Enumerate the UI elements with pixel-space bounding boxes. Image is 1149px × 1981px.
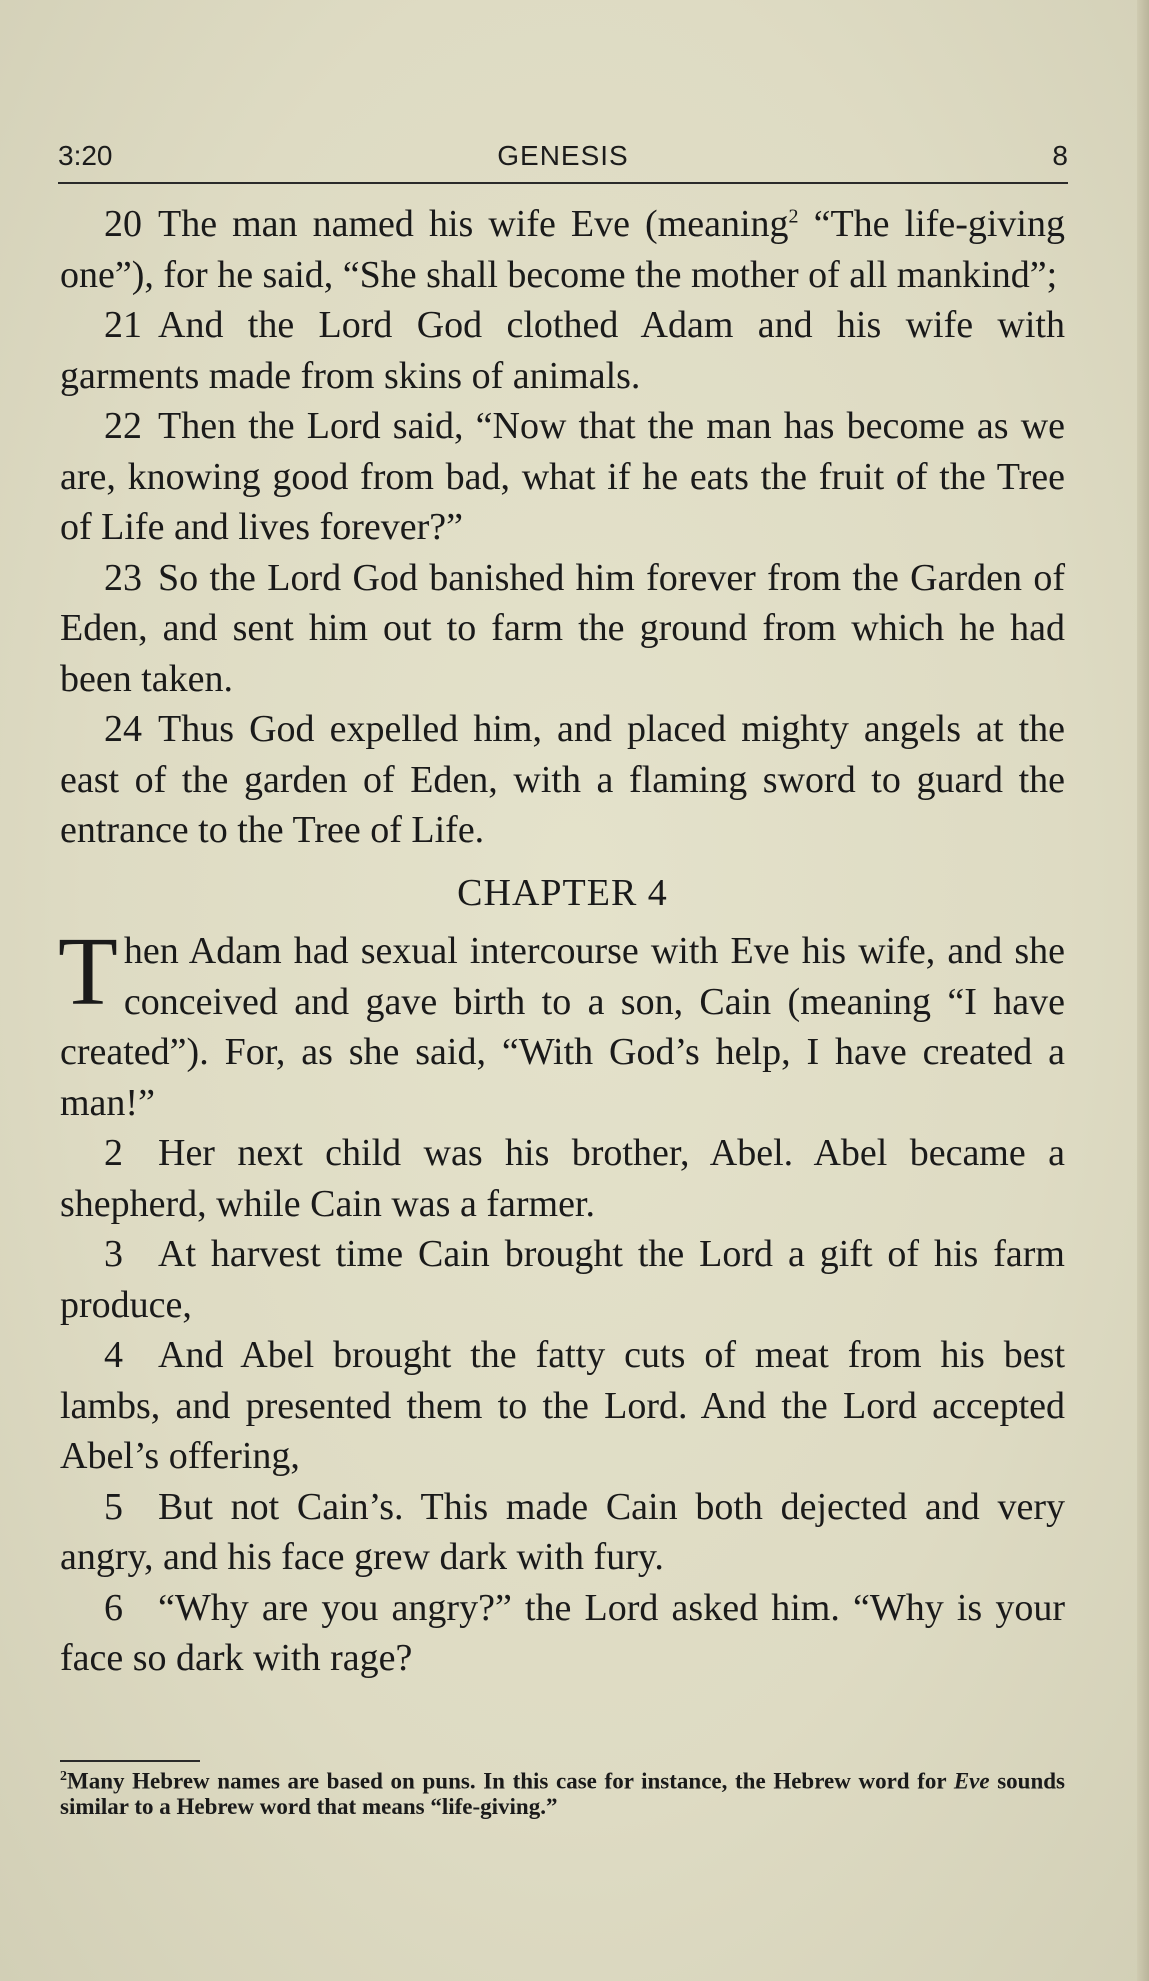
footnote-divider — [60, 1760, 200, 1762]
verse-number: 5 — [104, 1485, 123, 1528]
chapter-verse-reference: 3:20 — [58, 140, 113, 171]
verse-text: Then the Lord said, “Now that the man has become as we are, knowing good from bad, what if he eats the fruit of the Tree of Life and lives forever?” — [60, 405, 1065, 548]
footnote-italic-word: Eve — [953, 1768, 990, 1794]
verse-text: So the Lord God banished him forever from the Garden of Eden, and sent him out to farm the ground from which he had been taken. — [60, 556, 1065, 700]
verse-number: 20 — [104, 203, 142, 245]
chapter-heading: CHAPTER 4 — [457, 871, 668, 914]
verse-number: 6 — [104, 1586, 123, 1629]
verse — [60, 1128, 1065, 1229]
verse-text: At harvest time Cain brought the Lord a gift of his farm produce, — [60, 1233, 1065, 1326]
verse-text: “The life-giving one”), for he said, “She shall become the mother of all mankind”; — [60, 203, 1065, 296]
verse-number: 21 — [104, 304, 142, 346]
verse-number: 2 — [104, 1132, 123, 1174]
body-text — [60, 199, 1065, 1684]
verse-text: Her next child was his brother, Abel. Abel became a shepherd, while Cain was a farmer. — [60, 1132, 1065, 1225]
verse-number: 4 — [104, 1334, 123, 1376]
running-header — [58, 138, 1068, 184]
verse-number: 22 — [104, 405, 142, 447]
footnote-text: sounds similar to a Hebrew word that means “life-giving.” — [60, 1768, 1065, 1819]
verse-text: And Abel brought the fatty cuts of meat from his best lambs, and presented them to the Lord. And the Lord accepted Abel’s offering, — [60, 1334, 1065, 1477]
chapter-opening — [58, 918, 1065, 1128]
footnote-mark: 2 — [60, 1769, 67, 1784]
opening-text: hen Adam had sexual intercourse with Eve his wife, and she conceived and gave birth to a son, Cain (meaning “I have created”). For, as she said, “With God’s help, I have created a man!” — [60, 930, 1065, 1124]
verse — [60, 1583, 1065, 1684]
verse — [60, 1330, 1065, 1482]
verse-text: But not Cain’s. This made Cain both dejected and very angry, and his face grew dark with fury. — [60, 1485, 1065, 1578]
page-edge — [1137, 0, 1149, 1981]
verse-text: “Why are you angry?” the Lord asked him. “Why is your face so dark with rage? — [60, 1586, 1065, 1679]
verse — [60, 553, 1065, 705]
verse — [60, 704, 1065, 856]
footnote-text: Many Hebrew names are based on puns. In this case for instance, the Hebrew word for — [67, 1768, 954, 1794]
verse-number: 23 — [104, 556, 142, 599]
verse-text: Thus God expelled him, and placed mighty angels at the east of the garden of Eden, with a flaming sword to guard the entrance to the Tree of Life. — [60, 708, 1065, 851]
page-number: 8 — [1052, 140, 1068, 171]
verse-text: And the Lord God clothed Adam and his wife with garments made from skins of animals. — [60, 304, 1065, 397]
footnote-reference: 2 — [788, 205, 799, 228]
verse — [60, 1482, 1065, 1583]
verse — [60, 300, 1065, 401]
verse-text: The man named his wife Eve (meaning — [158, 203, 789, 245]
verse — [60, 401, 1065, 553]
verse-number: 3 — [104, 1233, 123, 1275]
footnote — [60, 1764, 1065, 1819]
verse — [60, 1229, 1065, 1330]
drop-cap: T — [58, 918, 118, 1026]
verse — [60, 199, 1065, 300]
book-title: GENESIS — [497, 140, 629, 171]
verse-number: 24 — [104, 708, 142, 750]
